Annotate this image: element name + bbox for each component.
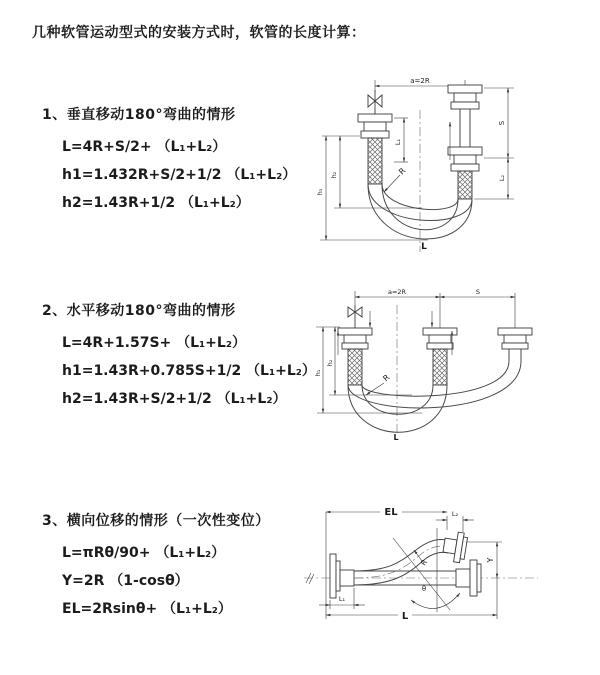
valve-icon <box>368 90 382 114</box>
left-flange-fitting <box>358 114 392 138</box>
dim-label-l2: L₂ <box>451 510 459 518</box>
radius-leader <box>384 166 408 192</box>
radius-leader <box>414 550 429 567</box>
break-mark <box>306 573 314 584</box>
section-1-heading: 1、垂直移动180°弯曲的情形 <box>42 107 236 123</box>
diagram-horizontal-180-bend <box>312 283 584 451</box>
dimension-l1 <box>394 118 408 162</box>
dim-label-r: R <box>381 372 392 384</box>
dim-label-r: R <box>418 557 430 568</box>
formula-line: h1=1.43R+0.785S+1/2 （L₁+L₂） <box>62 363 316 379</box>
section-2-heading: 2、水平移动180°弯曲的情形 <box>42 303 236 319</box>
dimension-s <box>440 288 515 297</box>
right-lower-flange <box>448 147 482 171</box>
dim-label-l2: L₂ <box>498 174 506 182</box>
section-1 <box>42 104 322 217</box>
dimension-h2 <box>326 327 412 395</box>
dim-label-h2: h₂ <box>330 171 338 179</box>
right-flange-fitting <box>456 560 481 596</box>
dim-label-theta: θ <box>421 585 427 593</box>
dimension-length <box>326 611 497 622</box>
diagram-vertical-180-bend <box>310 72 540 257</box>
left-hose-braid <box>348 349 362 385</box>
dim-label-h1: h₁ <box>316 188 324 196</box>
dim-label-l1: L₁ <box>338 595 346 603</box>
dim-label-a2r: a=2R <box>387 288 407 296</box>
formula-line: h2=1.43R+S/2+1/2 （L₁+L₂） <box>62 391 287 407</box>
dim-label-length: L <box>401 611 409 622</box>
formula-line: EL=2Rsinθ+ （L₁+L₂） <box>62 601 232 617</box>
formula-line: L=πRθ/90+ （L₁+L₂） <box>62 545 226 561</box>
left-flange-fitting <box>330 554 354 598</box>
right-flange-fitting <box>498 328 532 349</box>
right-upper-flange <box>448 85 482 109</box>
dim-label-length: L <box>393 433 399 442</box>
diagram-lateral-displacement <box>298 500 600 638</box>
section-2 <box>42 300 322 413</box>
dimension-l2 <box>474 158 514 199</box>
formula-line: h2=1.43R+1/2 （L₁+L₂） <box>62 195 250 211</box>
page-title: 几种软管运动型式的安装方式时，软管的长度计算： <box>32 25 366 41</box>
dim-label-a2r: a=2R <box>410 77 430 85</box>
formula-line: L=4R+1.57S+ （L₁+L₂） <box>62 335 246 351</box>
section-3-heading: 3、横向位移的情形（一次性变位） <box>42 513 270 529</box>
dim-label-h1: h₁ <box>314 369 322 377</box>
dim-label-y: Y <box>486 557 495 563</box>
left-flange-fitting <box>338 328 372 349</box>
dimension-s <box>484 88 514 158</box>
dim-label-s: S <box>475 288 481 296</box>
dim-label-l1: L₁ <box>394 138 402 146</box>
valve-icon <box>348 305 362 328</box>
dimension-l2 <box>436 510 474 532</box>
upper-flange-fitting <box>442 530 468 563</box>
dim-label-el: EL <box>384 507 398 518</box>
formula-line: L=4R+S/2+ （L₁+L₂） <box>62 139 227 155</box>
dim-label-s: S <box>498 120 506 126</box>
dim-label-r: R <box>397 166 408 177</box>
middle-hose-braid <box>433 349 447 385</box>
dim-label-length: L <box>421 242 427 252</box>
section-3 <box>42 510 322 623</box>
dim-label-h2: h₂ <box>326 359 334 367</box>
formula-line: h1=1.432R+S/2+1/2 （L₁+L₂） <box>62 167 297 183</box>
left-hose-braid <box>368 138 382 184</box>
right-hose-braid <box>458 171 472 199</box>
dimension-a2r <box>355 288 515 328</box>
dimension-h1 <box>314 327 422 413</box>
radius-leader <box>366 373 392 395</box>
formula-line: Y=2R （1-cosθ） <box>62 573 189 589</box>
